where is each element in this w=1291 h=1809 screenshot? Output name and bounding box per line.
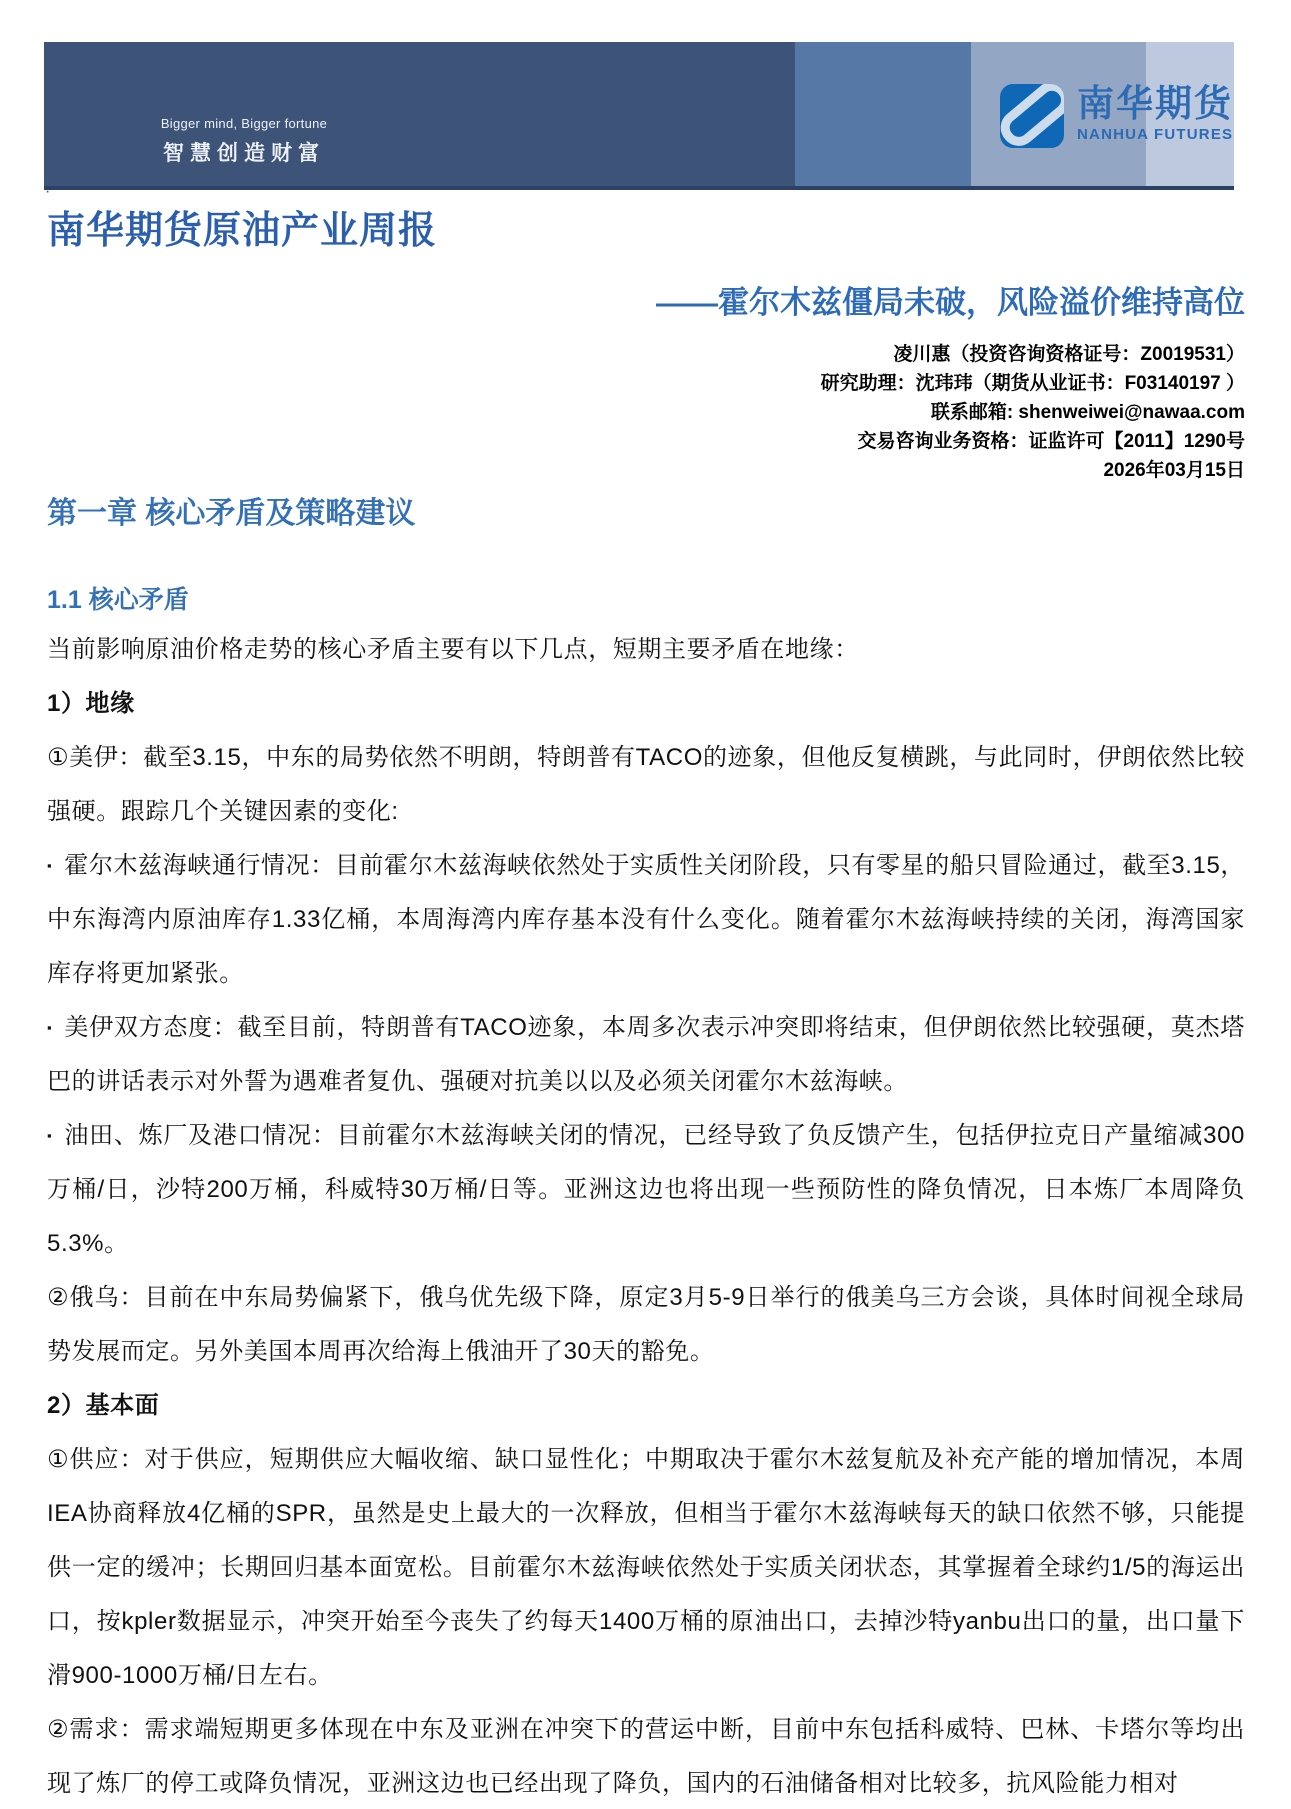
bullet-oilfield-refinery	[47, 1109, 1245, 1271]
russia-ukraine-paragraph: ②俄乌：目前在中东局势偏紧下，俄乌优先级下降，原定3月5-9日举行的俄美乌三方会谈，具体时间视全球局势发展而定。另外美国本周再次给海上俄油开了30天的豁免。	[47, 1284, 1245, 1365]
bullet-strait-status	[47, 839, 1245, 1001]
geo-heading: 1）地缘	[47, 690, 135, 717]
bullet-marker: ▪	[47, 858, 53, 873]
corner-mark: ·	[45, 183, 51, 200]
demand-paragraph: ②需求：需求端短期更多体现在中东及亚洲在冲突下的营运中断，目前中东包括科威特、巴林、卡塔尔等均出现了炼厂的停工或降负情况，亚洲这边也已经出现了降负，国内的石油储备相对比较多，抗风险能力相对	[47, 1716, 1245, 1797]
page-title: 南华期货原油产业周报	[47, 210, 438, 252]
slogan-chinese: 智慧创造财富	[163, 142, 325, 165]
bullet-us-iran-stance	[47, 1001, 1245, 1109]
banner-segment-mid	[795, 42, 971, 186]
brand-slogan	[114, 116, 374, 167]
nanhua-logo-icon	[1000, 84, 1064, 148]
section-title: 1.1 核心矛盾	[47, 586, 189, 614]
brand-banner	[44, 42, 1234, 190]
report-meta	[47, 340, 1245, 485]
assistant-line: 研究助理：沈玮玮（期货从业证书：F03140197 ）	[820, 373, 1245, 394]
supply-paragraph: ①供应：对于供应，短期供应大幅收缩、缺口显性化；中期取决于霍尔木兹复航及补充产能的增加情况，本周IEA协商释放4亿桶的SPR，虽然是史上最大的一次释放，但相当于霍尔木兹海峡每天的缺口依然不够，只能提供一定的缓冲；长期回归基本面宽松。目前霍尔木兹海峡依然处于实质关闭状态，其掌握着全球约1/5的海运出口，按kpler数据显示，冲突开始至今丧失了约每天1400万桶的原油出口，去掉沙特yanbu出口的量，出口量下滑900-1000万桶/日左右。	[47, 1446, 1245, 1689]
report-content	[0, 190, 1291, 1809]
bullet-marker: ▪	[47, 1128, 53, 1143]
section-body	[47, 623, 1245, 1809]
brand-name-chinese: 南华期货	[1077, 83, 1233, 124]
fundamentals-heading: 2）基本面	[47, 1392, 160, 1419]
intro-paragraph: 当前影响原油价格走势的核心矛盾主要有以下几点，短期主要矛盾在地缘：	[47, 636, 859, 663]
brand-name	[1077, 84, 1233, 143]
analyst-line: 凌川惠（投资咨询资格证号：Z0019531）	[893, 344, 1245, 365]
email-line: 联系邮箱: shenweiwei@nawaa.com	[930, 402, 1245, 423]
bullet-strait-text: 霍尔木兹海峡通行情况：目前霍尔木兹海峡依然处于实质性关闭阶段，只有零星的船只冒险通过，截至3.15，中东海湾内原油库存1.33亿桶，本周海湾内库存基本没有什么变化。随着霍尔木兹海峡持续的关闭，海湾国家库存将更加紧张。	[47, 852, 1245, 987]
report-subtitle: ——霍尔木兹僵局未破，风险溢价维持高位	[656, 285, 1245, 320]
license-line: 交易咨询业务资格：证监许可【2011】1290号	[857, 431, 1245, 452]
slogan-english: Bigger mind, Bigger fortune	[160, 116, 328, 131]
bullet-marker: ▪	[47, 1020, 53, 1035]
report-date: 2026年03月15日	[1103, 460, 1245, 481]
bullet-stance-text: 美伊双方态度：截至目前，特朗普有TACO迹象，本周多次表示冲突即将结束，但伊朗依然比较强硬，莫杰塔巴的讲话表示对外誓为遇难者复仇、强硬对抗美以以及必须关闭霍尔木兹海峡。	[47, 1014, 1245, 1095]
bullet-oilfield-text: 油田、炼厂及港口情况：目前霍尔木兹海峡关闭的情况，已经导致了负反馈产生，包括伊拉克日产量缩减300万桶/日，沙特200万桶，科威特30万桶/日等。亚洲这边也将出现一些预防性的降负情况，日本炼厂本周降负5.3%。	[47, 1122, 1245, 1257]
us-iran-paragraph: ①美伊：截至3.15，中东的局势依然不明朗，特朗普有TACO的迹象，但他反复横跳，与此同时，伊朗依然比较强硬。跟踪几个关键因素的变化:	[47, 744, 1245, 825]
brand-name-english: NANHUA FUTURES	[1077, 126, 1234, 143]
chapter-title: 第一章 核心矛盾及策略建议	[47, 497, 416, 530]
brand-lockup	[1000, 84, 1233, 148]
